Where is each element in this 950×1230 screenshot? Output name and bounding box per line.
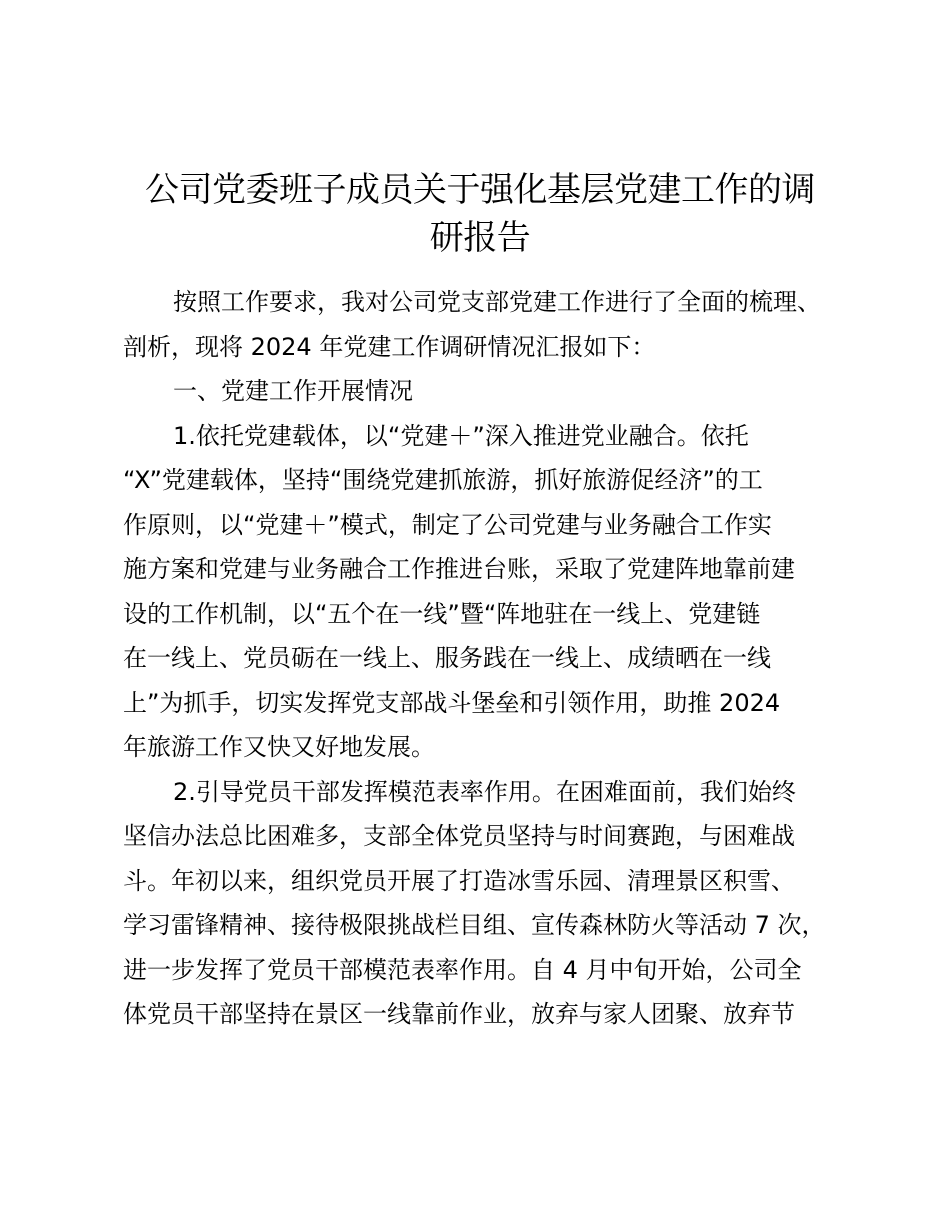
body-line-12: 2.引导党员干部发挥模范表率作用。在困难面前，我们始终 (173, 777, 796, 806)
body-line-11: 年旅游工作又快又好地发展。 (123, 733, 435, 761)
body-line-7: 施方案和党建与业务融合工作推进台账，采取了党建阵地靠前建 (123, 555, 795, 583)
body-line-9: 在一线上、党员砺在一线上、服务践在一线上、成绩晒在一线 (123, 644, 771, 672)
body-line-2: 剖析，现将 2024 年党建工作调研情况汇报如下： (123, 332, 656, 361)
body-line-17: 体党员干部坚持在景区一线靠前作业，放弃与家人团聚、放弃节 (123, 1000, 795, 1028)
body-line-1: 按照工作要求，我对公司党支部党建工作进行了全面的梳理、 (173, 288, 821, 316)
title-line-1: 公司党委班子成员关于强化基层党建工作的调 (145, 170, 815, 210)
body-line-8: 设的工作机制，以“五个在一线”暨“阵地驻在一线上、党建链 (123, 599, 761, 628)
body-line-14: 斗。年初以来，组织党员开展了打造冰雪乐园、清理景区积雪、 (123, 866, 795, 895)
body-line-13: 坚信办法总比困难多，支部全体党员坚持与时间赛跑，与困难战 (123, 822, 795, 850)
body-line-4: 1.依托党建载体，以“党建＋”深入推进党业融合。依托 (173, 421, 749, 450)
section-heading: 一、党建工作开展情况 (173, 377, 413, 405)
document-body (123, 280, 843, 1037)
body-line-10: 上”为抓手，切实发挥党支部战斗堡垒和引领作用，助推 2024 (123, 688, 781, 717)
title-line-2: 研报告 (429, 218, 531, 258)
body-line-6: 作原则，以“党建＋”模式，制定了公司党建与业务融合工作实 (123, 510, 772, 539)
body-line-5: “X”党建载体，坚持“围绕党建抓旅游，抓好旅游促经济”的工 (123, 466, 763, 494)
body-line-16: 进一步发挥了党员干部模范表率作用。自 4 月中旬开始，公司全 (123, 955, 802, 984)
document-title (120, 166, 840, 262)
body-line-15: 学习雷锋精神、接待极限挑战栏目组、宣传森林防火等活动 7 次， (123, 911, 826, 939)
